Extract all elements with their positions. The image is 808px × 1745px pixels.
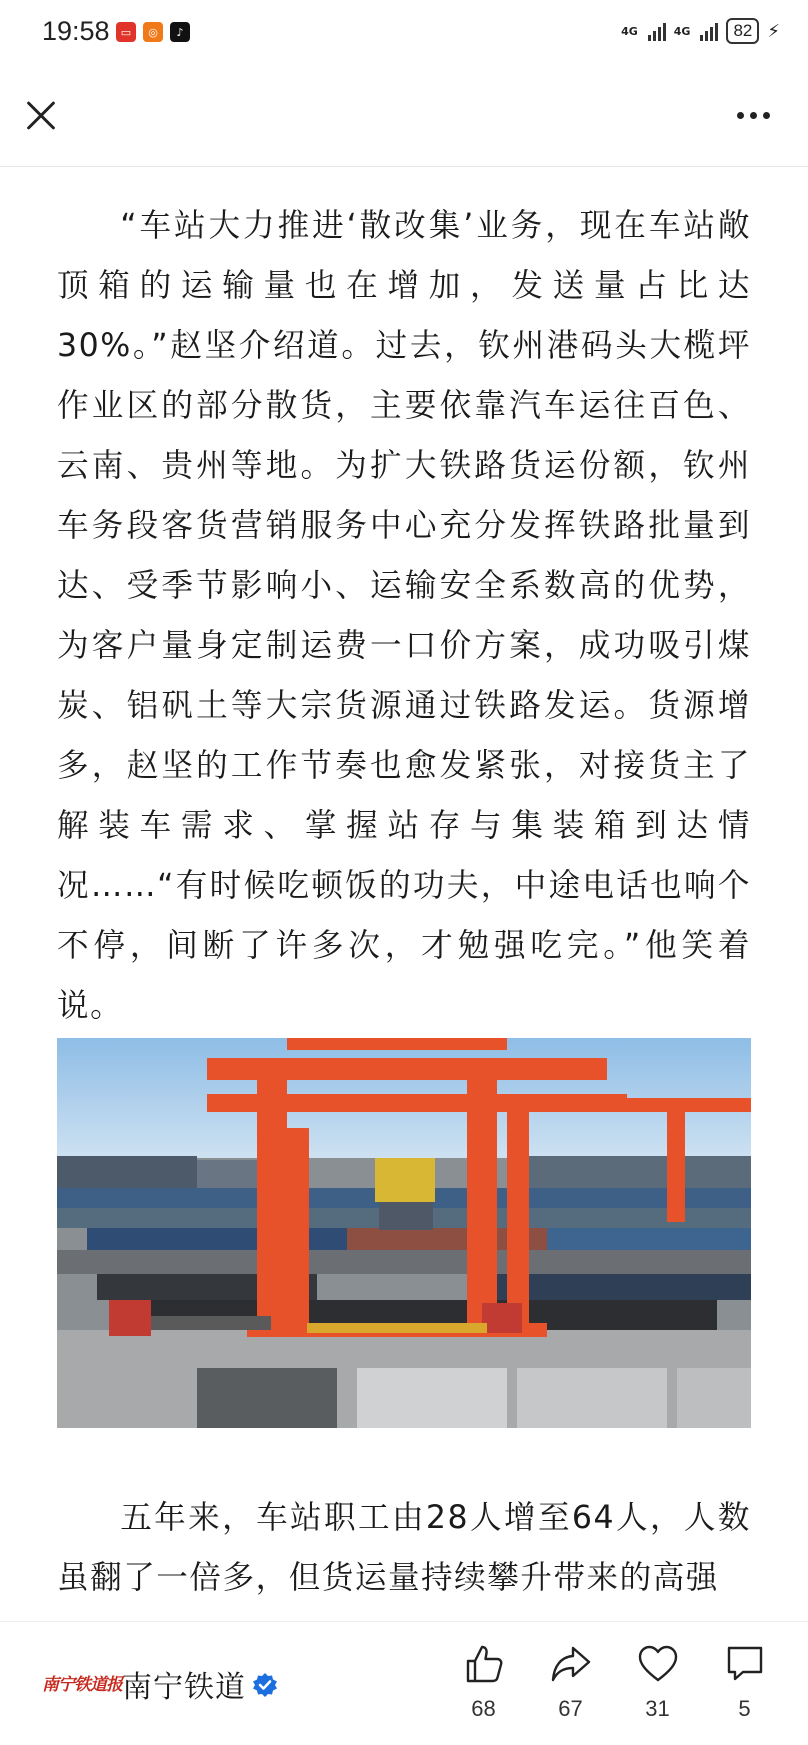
comment-count: 5 (738, 1696, 751, 1721)
account-logo[interactable]: 南宁铁道报 (42, 1675, 122, 1695)
thumbs-up-icon (462, 1642, 506, 1686)
signal-icon (648, 21, 666, 41)
favorite-button[interactable] (614, 1642, 701, 1722)
network-type-2: 4G (673, 24, 691, 38)
article-body (57, 196, 751, 1036)
notification-icons (116, 22, 190, 42)
shopping-app-icon: ◎ (143, 22, 163, 42)
share-icon (549, 1642, 593, 1686)
share-button[interactable] (527, 1642, 614, 1722)
comment-icon (723, 1642, 767, 1686)
article-photo-container-crane[interactable] (57, 1038, 751, 1428)
status-indicators (621, 18, 780, 44)
share-count: 67 (558, 1696, 583, 1721)
signal-icon-2 (700, 21, 718, 41)
status-time: 19:58 (42, 16, 110, 46)
favorite-count: 31 (645, 1696, 670, 1721)
charging-icon: ⚡ (767, 20, 780, 42)
like-button[interactable] (440, 1642, 527, 1722)
heart-icon (636, 1642, 680, 1686)
like-count: 68 (471, 1696, 496, 1721)
verified-badge-icon (252, 1672, 278, 1698)
top-nav-bar (0, 66, 808, 167)
more-dots-icon[interactable] (737, 112, 770, 119)
article-body-2 (57, 1488, 751, 1608)
news-app-icon: ▭ (116, 22, 136, 42)
article-paragraph-1: “车站大力推进‘散改集’业务，现在车站敞顶箱的运输量也在增加，发送量占比达30%。”赵坚介绍道。过去，钦州港码头大榄坪作业区的部分散货，主要依靠汽车运往百色、云南、贵州等地。为扩大铁路货运份额，钦州车务段客货营销服务中心充分发挥铁路批量到达、受季节影响小、运输安全系数高的优势，为客户量身定制运费一口价方案，成功吸引煤炭、铝矾土等大宗货源通过铁路发运。货源增多，赵坚的工作节奏也愈发紧张，对接货主了解装车需求、掌握站存与集装箱到达情况……“有时候吃顿饭的功夫，中途电话也响个不停，间断了许多次，才勉强吃完。”他笑着说。 (57, 208, 751, 1024)
tiktok-icon: ♪ (170, 22, 190, 42)
close-icon[interactable] (24, 98, 58, 132)
comment-button[interactable] (701, 1642, 788, 1722)
bottom-action-bar (0, 1621, 808, 1745)
article-paragraph-2: 五年来，车站职工由28人增至64人，人数虽翻了一倍多，但货运量持续攀升带来的高强 (57, 1500, 751, 1596)
battery-icon: 82 (726, 18, 759, 44)
engagement-actions (440, 1642, 788, 1722)
network-type-1: 4G (621, 24, 638, 38)
status-bar (0, 0, 808, 66)
article-photo (57, 1038, 751, 1428)
account-name[interactable]: 南宁铁道 (122, 1670, 246, 1705)
